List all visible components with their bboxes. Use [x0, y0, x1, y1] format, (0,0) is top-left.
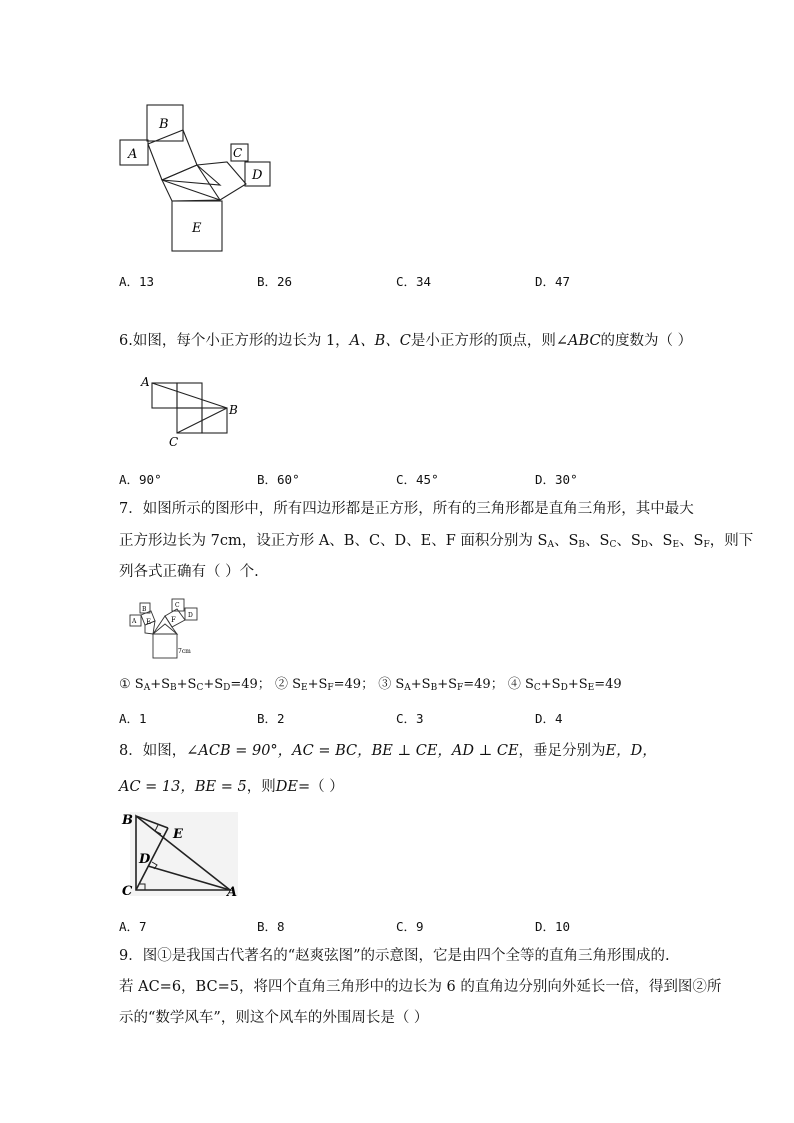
q7-line2-sub-c: C — [609, 540, 617, 550]
q7-stmt-4: ④ $S_C+S_D+S_E=49$ — [507, 677, 622, 693]
q5-option-c[interactable]: C．34 — [396, 274, 432, 289]
q7-line2-sub-a: A — [547, 540, 554, 550]
q7-label-side: 7cm — [178, 648, 191, 655]
q6-label-b: B — [229, 403, 238, 417]
q8-line1-vars: E，D， — [605, 743, 657, 759]
q8-line2-var: DE — [275, 779, 298, 795]
q7-option-a[interactable]: A．1 — [119, 711, 147, 726]
q7-option-b[interactable]: B．2 — [257, 711, 285, 726]
q7-figure — [127, 597, 207, 663]
q7-option-c[interactable]: C．3 — [396, 711, 424, 726]
q8-label-c: C — [122, 884, 133, 898]
q7-label-f: F — [171, 616, 176, 624]
q5-label-e: E — [192, 221, 202, 236]
q7-line2-sub-e: E — [672, 540, 680, 550]
q6-option-b[interactable]: B．60° — [257, 472, 300, 487]
q8-line1 — [119, 744, 657, 759]
q8-option-d[interactable]: D．10 — [535, 919, 571, 934]
q7-line2: 正方形边长为 7cm，设正方形 A、B、C、D、E、F 面积分别为 $S_A$、$S_B$、$S_C$、$S_D$、$S_E$、$S_F$，则下 — [119, 533, 754, 550]
q6-option-d[interactable]: D．30° — [535, 472, 578, 487]
q8-label-a: A — [227, 885, 238, 898]
q8-option-b[interactable]: B．8 — [257, 919, 285, 934]
q8-label-e: E — [173, 827, 183, 842]
q7-label-d: D — [188, 612, 193, 619]
q7-line3: 列各式正确有（ ）个. — [119, 564, 259, 580]
q7-line1: 7．如图所示的图形中，所有四边形都是正方形，所有的三角形都是直角三角形，其中最大 — [119, 501, 694, 517]
q7-line2-tail: ，则下 — [709, 533, 754, 549]
q6-figure — [135, 372, 245, 452]
q7-stmt-1: ① $S_A+S_B+S_C+S_D=49$； — [119, 677, 271, 693]
q6-stem — [119, 334, 692, 349]
q5-figure — [115, 100, 280, 255]
q9-line2: 若 AC=6，BC=5，将四个直角三角形中的边长为 6 的直角边分别向外延长一倍，得到图②所 — [119, 979, 722, 995]
q8-line1-post: ，垂足分别为 — [518, 743, 606, 759]
q6-option-a[interactable]: A．90° — [119, 472, 162, 487]
q8-figure — [118, 810, 240, 898]
q5-label-b: B — [159, 117, 169, 132]
q7-line2-sub-d: D — [640, 540, 649, 550]
q8-line2 — [119, 780, 344, 795]
q5-label-d: D — [252, 168, 263, 183]
q7-label-c: C — [175, 602, 180, 609]
q8-line1-pre: 8．如图， — [119, 743, 187, 759]
q8-line1-math: ∠ACB = 90°，AC = BC，BE ⊥ CE，AD ⊥ CE — [186, 743, 519, 759]
q7-option-d[interactable]: D．4 — [535, 711, 563, 726]
q7-stmt-2: ② $S_E+S_F=49$； — [274, 677, 375, 693]
q8-line2-post: =（ ） — [297, 779, 344, 795]
q5-option-b[interactable]: B．26 — [257, 274, 293, 289]
q6-stem-mid: 是小正方形的顶点，则 — [410, 333, 556, 349]
q7-line2-sub-f: F — [703, 540, 710, 550]
q8-line2-math: AC = 13，BE = 5 — [119, 779, 247, 795]
q7-stmt-3: ③ $S_A+S_B+S_F=49$； — [378, 677, 504, 693]
q6-stem-post: 的度数为（ ） — [600, 333, 693, 349]
q8-label-b: B — [122, 813, 133, 828]
q7-label-b: B — [142, 606, 147, 613]
q7-label-a: A — [132, 618, 137, 625]
q7-line2-text: 正方形边长为 7cm，设正方形 A、B、C、D、E、F 面积分别为 S — [119, 533, 548, 549]
q9-line3: 示的“数学风车”，则这个风车的外围周长是（ ） — [119, 1010, 429, 1026]
q9-line1: 9．图①是我国古代著名的“赵爽弦图”的示意图，它是由四个全等的直角三角形围成的. — [119, 948, 670, 964]
q8-label-d: D — [139, 852, 151, 867]
q5-option-a[interactable]: A．13 — [119, 274, 155, 289]
q5-label-a: A — [128, 147, 138, 162]
q8-line2-mid: ，则 — [246, 779, 276, 795]
q6-stem-vars: A、B、C — [349, 333, 411, 349]
q8-option-c[interactable]: C．9 — [396, 919, 424, 934]
q8-option-a[interactable]: A．7 — [119, 919, 147, 934]
q6-option-c[interactable]: C．45° — [396, 472, 439, 487]
q5-label-c: C — [233, 146, 243, 160]
q6-stem-angle: ∠ABC — [555, 333, 601, 349]
q7-line2-sub-b: B — [578, 540, 586, 550]
q5-option-d[interactable]: D．47 — [535, 274, 571, 289]
q6-label-c: C — [169, 435, 179, 449]
q7-label-e: E — [146, 618, 152, 626]
q6-label-a: A — [141, 375, 150, 389]
q6-stem-pre: 6.如图，每个小正方形的边长为 1， — [119, 333, 350, 349]
q7-statements — [119, 678, 622, 693]
